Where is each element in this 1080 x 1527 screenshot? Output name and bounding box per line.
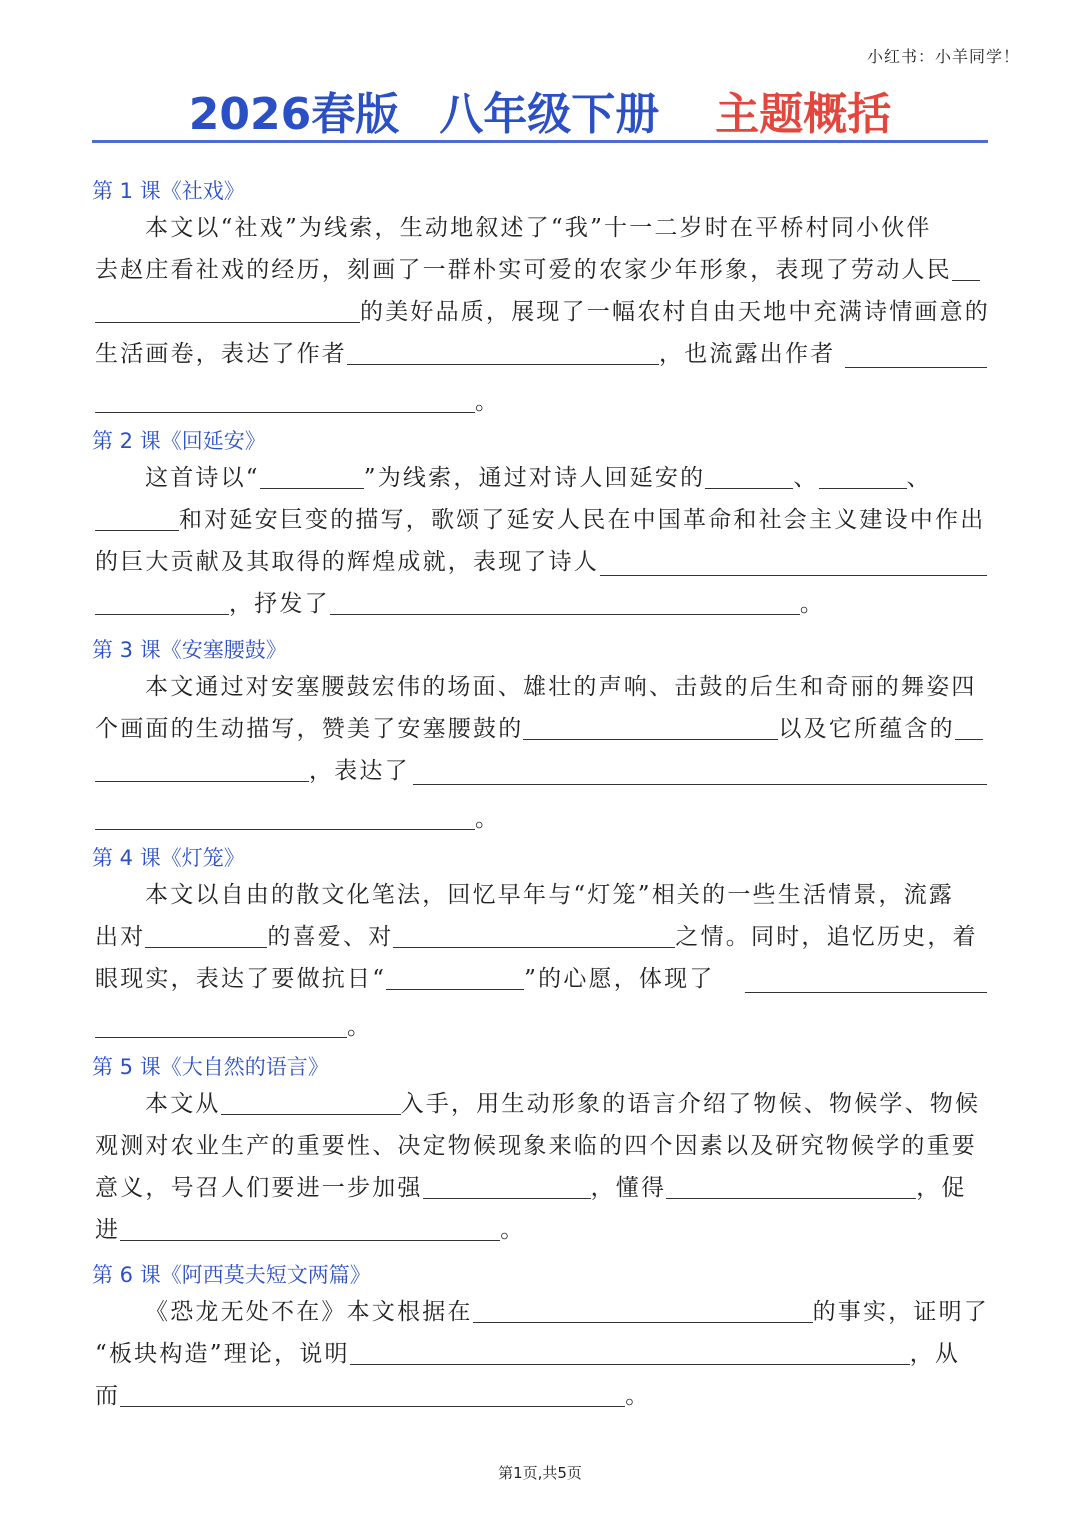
answer-blank[interactable]	[666, 1170, 916, 1199]
answer-blank[interactable]	[330, 586, 800, 615]
lesson-heading-6: 第 6 课《阿西莫夫短文两篇》	[92, 1263, 371, 1287]
answer-blank[interactable]	[95, 1009, 347, 1038]
answer-blank[interactable]	[221, 1086, 401, 1115]
answer-blank[interactable]	[350, 1336, 910, 1365]
title-year: 2026春版	[188, 89, 400, 140]
text-line: 进 。	[95, 1210, 987, 1250]
text-line: 意义，号召人们要进一步加强 ，懂得 ，促	[95, 1168, 987, 1208]
text-line: 而 。	[95, 1376, 987, 1416]
answer-blank[interactable]	[745, 992, 987, 993]
answer-blank[interactable]	[95, 502, 179, 531]
text-line: 个画面的生动描写，赞美了安塞腰鼓的 以及它所蕴含的	[95, 709, 987, 749]
title-topic: 主题概括	[715, 89, 892, 140]
answer-blank[interactable]	[95, 294, 360, 323]
answer-blank[interactable]	[413, 784, 987, 785]
answer-blank[interactable]	[952, 252, 980, 281]
answer-blank[interactable]	[393, 919, 675, 948]
answer-blank[interactable]	[705, 460, 793, 489]
title-underline	[92, 140, 988, 143]
text-line: 本文以自由的散文化笔法，回忆早年与“灯笼”相关的一些生活情景，流露	[145, 882, 955, 908]
answer-blank[interactable]	[386, 961, 524, 990]
text-line: 的美好品质，展现了一幅农村自由天地中充满诗情画意的	[95, 292, 987, 332]
text-line: “板块构造”理论，说明 ，从	[95, 1334, 987, 1374]
watermark: 小红书：小羊同学！	[866, 47, 1020, 66]
text-line: 观测对农业生产的重要性、决定物候现象来临的四个因素以及研究物候学的重要	[95, 1133, 977, 1159]
page-footer: 第1页,共5页	[498, 1464, 582, 1482]
text-line: 《恐龙无处不在》本文根据在 的事实，证明了	[145, 1292, 987, 1332]
text-line: 本文通过对安塞腰鼓宏伟的场面、雄壮的声响、击鼓的后生和奇丽的舞姿四	[145, 674, 977, 700]
answer-blank[interactable]	[95, 801, 475, 830]
answer-blank[interactable]	[955, 711, 983, 740]
title-grade: 八年级下册	[439, 89, 660, 140]
text-line: ，抒发了 。	[95, 584, 987, 624]
lesson-heading-4: 第 4 课《灯笼》	[92, 846, 245, 870]
answer-blank[interactable]	[120, 1212, 500, 1241]
answer-blank[interactable]	[95, 753, 309, 782]
lesson-heading-3: 第 3 课《安塞腰鼓》	[92, 638, 287, 662]
text-line: 本文以“社戏”为线索，生动地叙述了“我”十一二岁时在平桥村同小伙伴	[145, 215, 932, 241]
lesson-heading-5: 第 5 课《大自然的语言》	[92, 1055, 329, 1079]
text-line: 。	[95, 382, 987, 422]
text-line: 这首诗以“ ”为线索，通过对诗人回延安的 、 、	[145, 458, 987, 498]
text-line: ，表达了	[95, 751, 987, 791]
answer-blank[interactable]	[423, 1170, 591, 1199]
answer-blank[interactable]	[120, 1378, 625, 1407]
text-line: 本文从 入手，用生动形象的语言介绍了物候、物候学、物候	[145, 1084, 987, 1124]
text-line: 出对 的喜爱、对 之情。同时，追忆历史，着	[95, 917, 987, 957]
answer-blank[interactable]	[819, 460, 907, 489]
answer-blank[interactable]	[473, 1294, 813, 1323]
lesson-heading-2: 第 2 课《回延安》	[92, 429, 266, 453]
answer-blank[interactable]	[95, 384, 475, 413]
text-line: 。	[95, 799, 987, 839]
answer-blank[interactable]	[523, 711, 778, 740]
answer-blank[interactable]	[347, 336, 659, 365]
answer-blank[interactable]	[845, 367, 987, 368]
text-line: 。	[95, 1007, 987, 1047]
answer-blank[interactable]	[600, 575, 987, 576]
text-line: 眼现实，表达了要做抗日“ ”的心愿，体现了	[95, 959, 987, 999]
text-line: 和对延安巨变的描写，歌颂了延安人民在中国革命和社会主义建设中作出	[95, 500, 987, 540]
answer-blank[interactable]	[260, 460, 364, 489]
answer-blank[interactable]	[95, 586, 229, 615]
text-line: 的巨大贡献及其取得的辉煌成就，表现了诗人	[95, 542, 987, 582]
text-line: 生活画卷，表达了作者 ，也流露出作者	[95, 334, 987, 374]
page-title	[92, 88, 988, 142]
answer-blank[interactable]	[145, 919, 267, 948]
lesson-heading-1: 第 1 课《社戏》	[92, 179, 245, 203]
text-line: 去赵庄看社戏的经历，刻画了一群朴实可爱的农家少年形象，表现了劳动人民	[95, 250, 987, 290]
